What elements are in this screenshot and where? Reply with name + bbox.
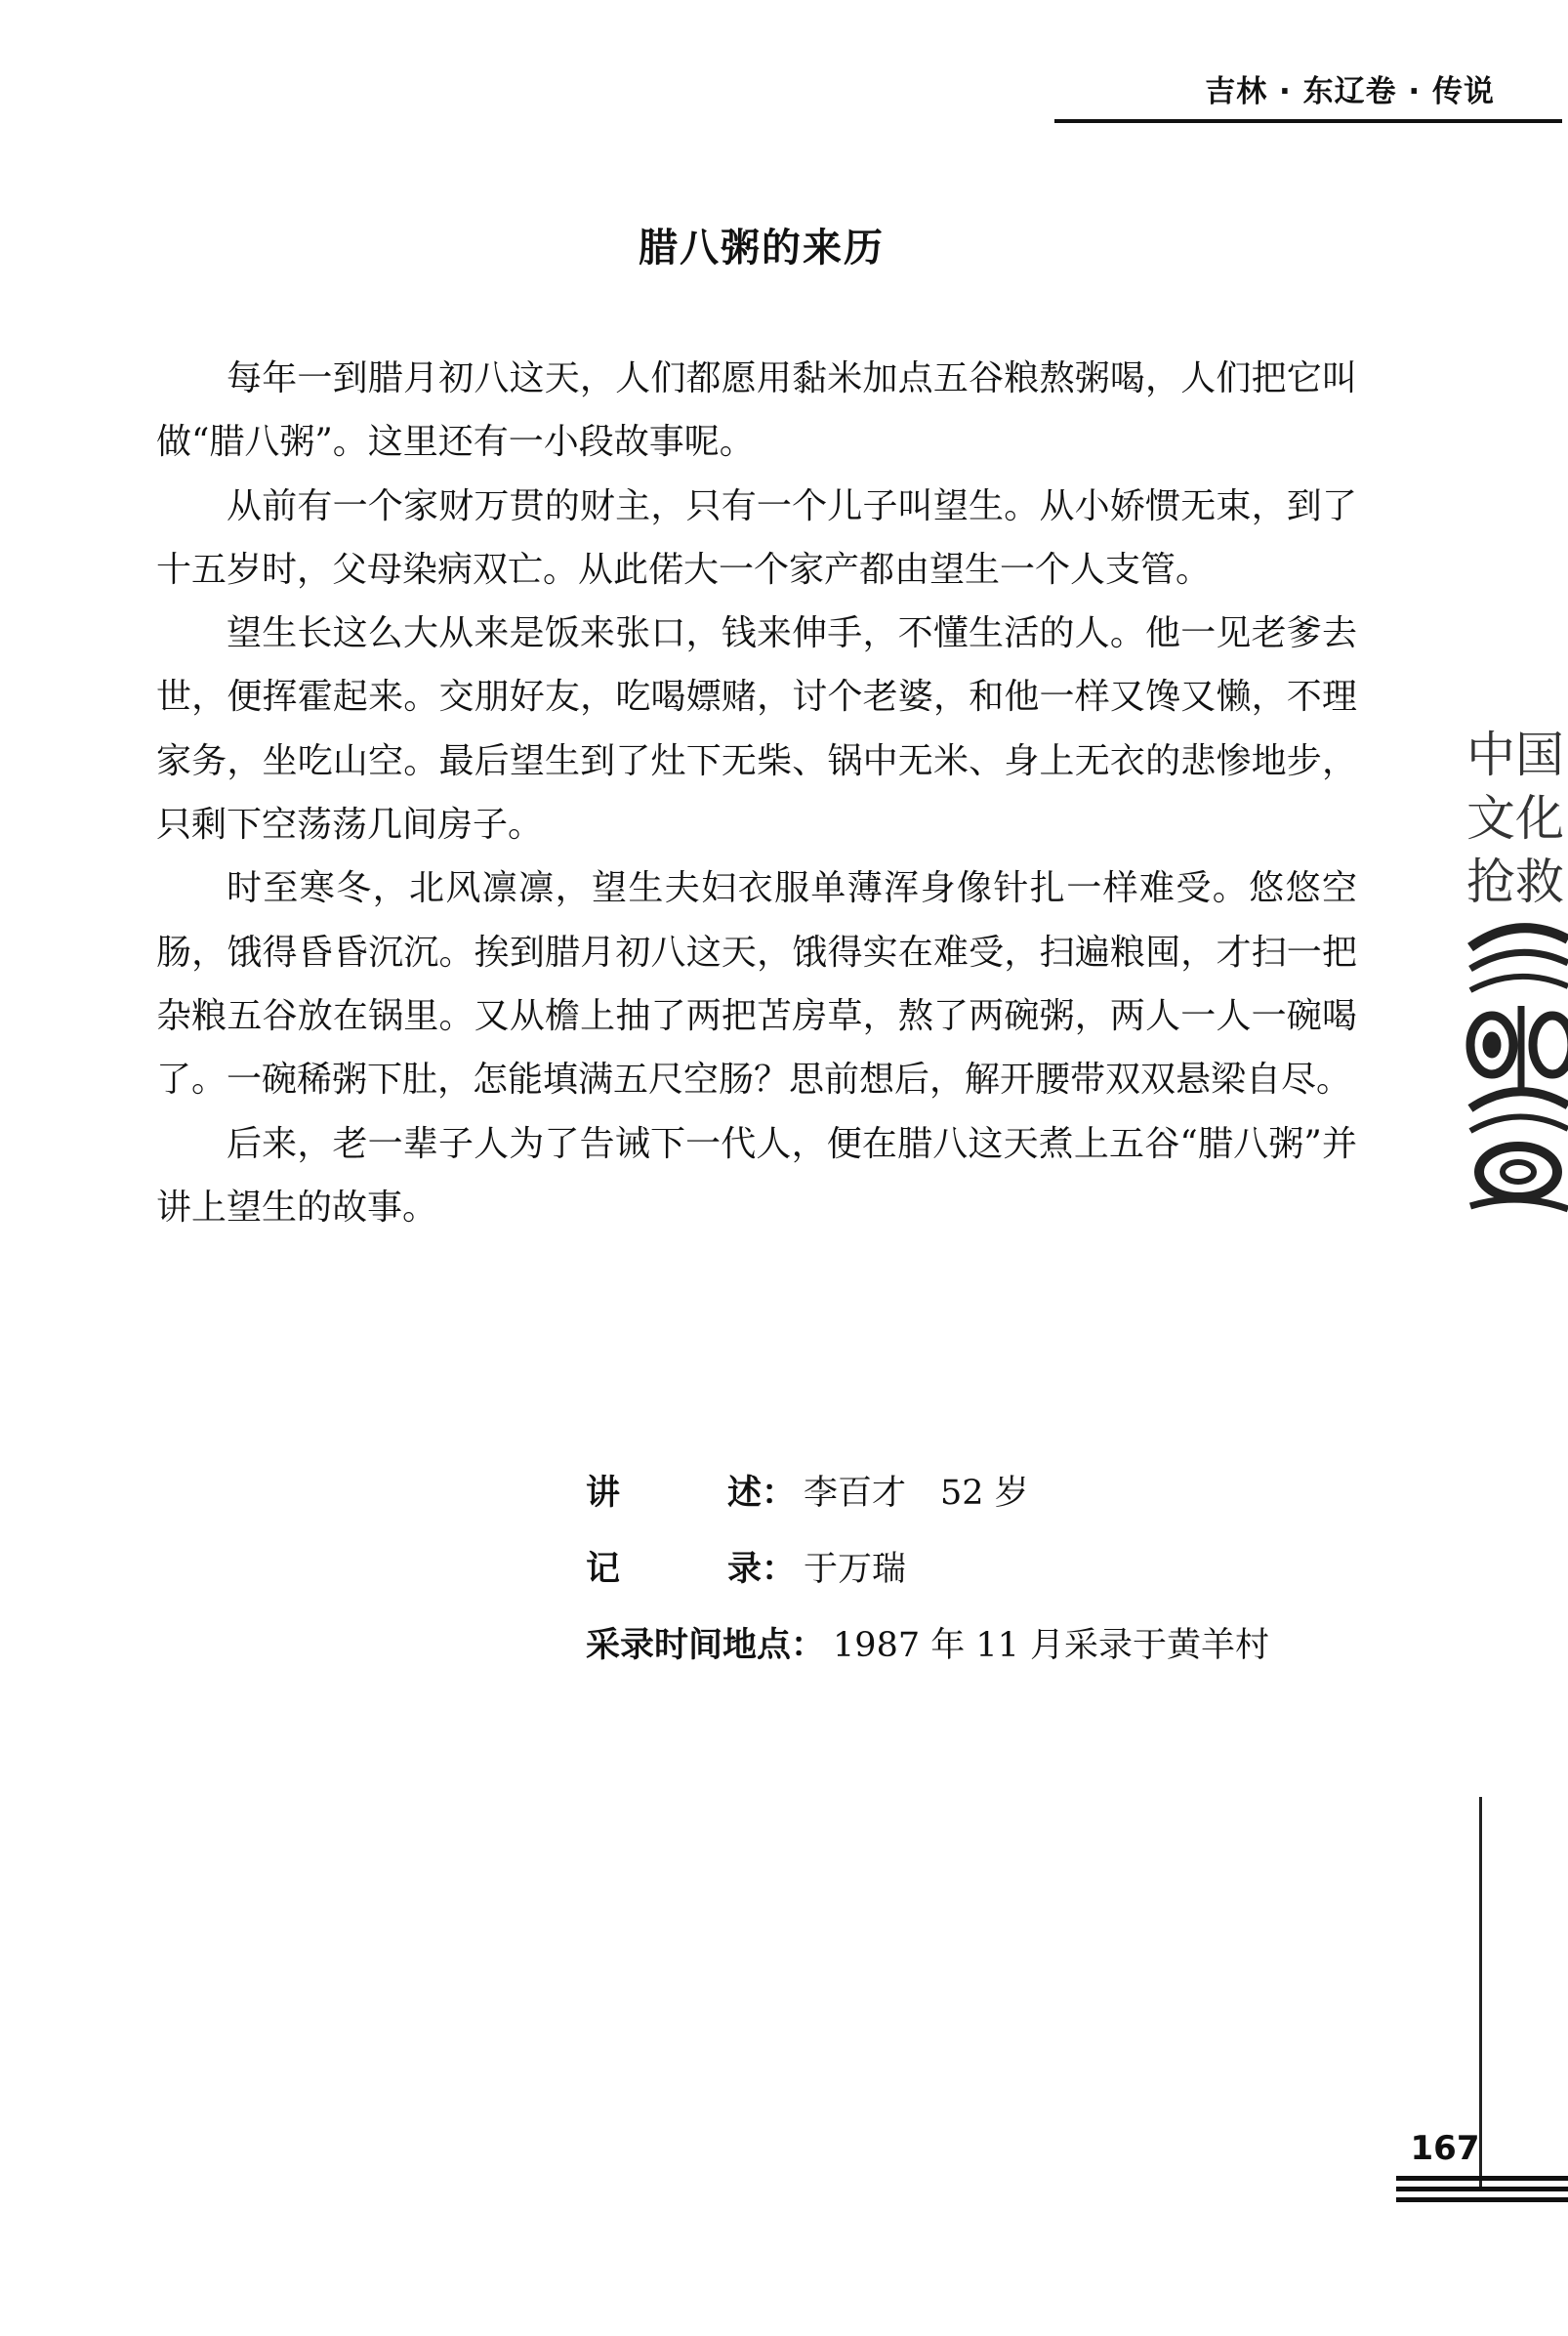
credit-colon: ： — [791, 1626, 826, 1665]
side-banner-graphic — [1465, 713, 1568, 1221]
story-body — [156, 347, 1357, 1239]
svg-text:文: 文 — [1466, 790, 1515, 847]
page-bar — [1396, 2197, 1568, 2202]
credit-narrator-value: 李百才 52 岁 — [804, 1474, 1029, 1513]
credit-recorder-value: 于万瑞 — [804, 1550, 907, 1589]
story-title: 腊八粥的来历 — [639, 226, 885, 271]
credit-narrator-label: 讲述 — [586, 1474, 762, 1513]
credit-colon: ： — [762, 1474, 797, 1513]
side-banner-text — [1466, 727, 1564, 910]
page-number: 167 — [1410, 2129, 1480, 2168]
paragraph-3: 望生长这么大从来是饭来张口，钱来伸手，不懂生活的人。他一见老爹去世，便挥霍起来。交朋好友，吃喝嫖赌，讨个老婆，和他一样又馋又懒，不理家务，坐吃山空。最后望生到了灶下无柴、锅中无米、身上无衣的悲惨地步，只剩下空荡荡几间房子。 — [156, 613, 1357, 846]
paragraph-2: 从前有一个家财万贯的财主，只有一个儿子叫望生。从小娇惯无束，到了十五岁时，父母染病双亡。从此偌大一个家产都由望生一个人支管。 — [156, 485, 1357, 590]
svg-text:中: 中 — [1466, 727, 1515, 783]
mask-pattern — [1470, 928, 1568, 1209]
side-banner-logo — [1465, 713, 1568, 1221]
page-bar — [1396, 2176, 1568, 2181]
paragraph-5: 后来，老一辈子人为了告诫下一代人，便在腊八这天煮上五谷“腊八粥”并讲上望生的故事。 — [156, 1123, 1357, 1228]
svg-text:救: 救 — [1515, 854, 1564, 910]
credit-colon: ： — [762, 1550, 797, 1589]
credit-narrator — [586, 1455, 1269, 1531]
page-number-bars — [1396, 2176, 1568, 2208]
credit-time-place-label: 采录时间地点 — [586, 1626, 792, 1665]
credit-time-place-value: 1987 年 11 月采录于黄羊村 — [833, 1626, 1270, 1665]
svg-text:化: 化 — [1515, 790, 1564, 847]
credit-time-place — [586, 1607, 1269, 1684]
svg-text:抢: 抢 — [1466, 854, 1515, 910]
credit-recorder — [586, 1531, 1269, 1607]
credit-recorder-label: 记录 — [586, 1550, 762, 1589]
paragraph-1: 每年一到腊月初八这天，人们都愿用黏米加点五谷粮熬粥喝，人们把它叫做“腊八粥”。这里还有一小段故事呢。 — [156, 358, 1357, 463]
header-rule — [1054, 119, 1562, 123]
credits-block — [586, 1455, 1269, 1684]
page-bar — [1396, 2187, 1568, 2191]
running-header: 吉林 · 东辽卷 · 传说 — [1205, 74, 1495, 109]
paragraph-4: 时至寒冬，北风凛凛，望生夫妇衣服单薄浑身像针扎一样难受。悠悠空肠，饿得昏昏沉沉。挨到腊月初八这天，饿得实在难受，扫遍粮囤，才扫一把杂粮五谷放在锅里。又从檐上抽了两把苫房草，熬了两碗粥，两人一人一碗喝了。一碗稀粥下肚，怎能填满五尺空肠？思前想后，解开腰带双双悬梁自尽。 — [156, 868, 1357, 1101]
svg-text:国: 国 — [1515, 727, 1564, 783]
